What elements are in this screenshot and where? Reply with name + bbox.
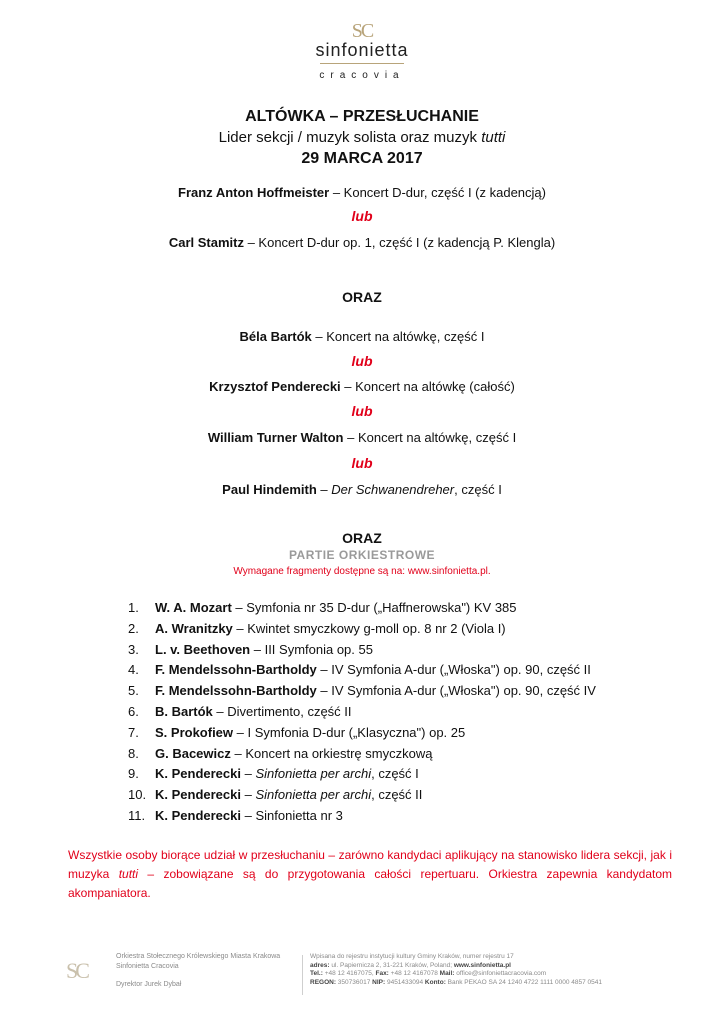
list-item: [128, 619, 596, 640]
item-number: 6.: [128, 703, 139, 719]
list-item: [128, 806, 596, 827]
label: NIP:: [372, 978, 386, 986]
composer: W. A. Mozart: [155, 600, 232, 615]
label: Mail:: [439, 970, 455, 978]
work: – Kwintet smyczkowy g-moll op. 8 nr 2 (Viola I): [232, 620, 506, 636]
work: – Koncert na altówkę, część I: [343, 430, 517, 445]
work-title: Sinfonietta per archi: [255, 766, 372, 782]
label: Tel.:: [310, 970, 323, 978]
note-italic: tutti: [118, 867, 139, 881]
work: – Koncert na orkiestrę smyczkową: [230, 745, 433, 761]
orchestral-list: [128, 598, 596, 827]
item-number: 10.: [128, 787, 147, 803]
work: – I Symfonia D-dur („Klasyczna") op. 25: [233, 724, 466, 740]
item-number: 8.: [128, 745, 139, 761]
page-title: ALTÓWKA – PRZESŁUCHANIE: [245, 108, 479, 125]
composer: F. Mendelssohn-Bartholdy: [155, 683, 317, 699]
work: – Koncert D-dur, część I (z kadencją): [329, 185, 546, 200]
composer: Béla Bartók: [239, 329, 312, 344]
composer: K. Penderecki: [155, 766, 241, 782]
email-link[interactable]: office@sinfoniettacracovia.com: [454, 970, 547, 978]
footer-divider: [302, 955, 303, 995]
phone-line: [310, 970, 602, 979]
round1-piece-2: [0, 235, 724, 250]
item-number: 5.: [128, 683, 139, 699]
list-item: [128, 785, 596, 806]
label: Konto:: [424, 978, 446, 986]
bank-account: Bank PEKAO SA 24 1240 4722 1111 0000 4857 0541: [445, 978, 602, 986]
item-number: 11.: [128, 807, 146, 823]
composer: K. Penderecki: [155, 787, 241, 803]
list-item: [128, 660, 596, 681]
work: –: [241, 787, 256, 803]
list-item: [128, 702, 596, 723]
composer: Carl Stamitz: [168, 235, 244, 250]
composer: S. Prokofiew: [155, 724, 234, 740]
work-title: Der Schwanendreher: [331, 482, 455, 497]
list-item: [128, 640, 596, 661]
or-separator: lub: [351, 353, 373, 369]
item-number: 4.: [128, 662, 139, 678]
label: Fax:: [375, 970, 389, 978]
work: – Divertimento, część II: [212, 703, 352, 719]
label: REGON:: [310, 978, 336, 986]
footer-logo: SC: [66, 958, 87, 983]
work: – IV Symfonia A-dur („Włoska") op. 90, część II: [316, 662, 591, 678]
round1-piece-1: [0, 185, 724, 200]
address-line: [310, 962, 602, 971]
logo-name: sinfonietta: [315, 40, 409, 60]
composer: William Turner Walton: [207, 430, 344, 445]
or-separator: lub: [351, 455, 373, 471]
composer: Paul Hindemith: [222, 482, 317, 497]
orchestral-heading: PARTIE ORKIESTROWE: [288, 548, 436, 562]
work-suffix: , część I: [371, 766, 419, 782]
org-short-name: Sinfonietta Cracovia: [116, 962, 179, 970]
logo-subtitle: cracovia: [319, 70, 405, 81]
website-link[interactable]: www.sinfonietta.pl: [453, 961, 511, 969]
composer: B. Bartók: [155, 703, 213, 719]
note-text: Wszystkie osoby biorące udział w przesłuchaniu – zarówno kandydaci aplikujący na stanowisko lidera sekcji, jak i muzyka: [68, 848, 672, 881]
fax: +48 12 4167078: [388, 970, 440, 978]
work-suffix: , część I: [454, 482, 502, 497]
closing-note: [68, 846, 672, 903]
note-text-end: – zobowiązane są do przygotowania całości repertuaru. Orkiestra zapewnia kandydatom akompaniatora.: [68, 867, 672, 900]
list-item: [128, 598, 596, 619]
org-name: Orkiestra Stołecznego Królewskiego Miasta Krakowa: [116, 953, 281, 960]
list-item: [128, 681, 596, 702]
registry: Wpisana do rejestru instytucji kultury Gminy Kraków, numer rejestru 17: [310, 953, 514, 960]
composer: G. Bacewicz: [155, 745, 231, 761]
work: –: [241, 766, 256, 782]
item-number: 7.: [128, 724, 139, 740]
audition-date: 29 MARCA 2017: [301, 150, 423, 167]
and-heading: ORAZ: [342, 530, 382, 546]
logo-mark: SC: [351, 20, 373, 42]
subtitle-italic: tutti: [481, 129, 506, 146]
or-separator: lub: [351, 403, 373, 419]
logo-divider: [320, 63, 404, 64]
work-suffix: , część II: [371, 787, 423, 803]
nip: 9451433094: [385, 978, 425, 986]
director: Dyrektor Jurek Dybał: [116, 981, 182, 988]
and-heading: ORAZ: [342, 289, 382, 305]
item-number: 2.: [128, 620, 139, 636]
composer: K. Penderecki: [155, 807, 241, 823]
work: – III Symfonia op. 55: [250, 641, 373, 657]
or-separator: lub: [351, 208, 373, 224]
composer: L. v. Beethoven: [155, 641, 251, 657]
label: adres:: [310, 961, 330, 969]
composer: A. Wranitzky: [155, 620, 233, 636]
work: – Sinfonietta nr 3: [241, 807, 343, 823]
regon: 350736017: [336, 978, 373, 986]
work: –: [316, 482, 332, 497]
phone: +48 12 4167075,: [322, 970, 376, 978]
page-subtitle: [0, 129, 724, 146]
round2-piece-1: [0, 329, 724, 344]
work: – Koncert na altówkę (całość): [340, 379, 515, 394]
round2-piece-3: [0, 430, 724, 445]
ids-line: [310, 979, 602, 988]
work-title: Sinfonietta per archi: [255, 787, 372, 803]
round2-piece-2: [0, 379, 724, 394]
composer: F. Mendelssohn-Bartholdy: [155, 662, 317, 678]
list-item: [128, 744, 596, 765]
subtitle-text: Lider sekcji / muzyk solista oraz muzyk: [218, 129, 482, 146]
composer: Franz Anton Hoffmeister: [178, 185, 330, 200]
composer: Krzysztof Penderecki: [209, 379, 341, 394]
work: – IV Symfonia A-dur („Włoska") op. 90, część IV: [316, 683, 596, 699]
footer-contact: [310, 953, 602, 987]
work: – Koncert na altówkę, część I: [311, 329, 485, 344]
round2-piece-4: [0, 482, 724, 497]
item-number: 3.: [128, 641, 139, 657]
list-item: [128, 764, 596, 785]
work: – Koncert D-dur op. 1, część I (z kadencją P. Klengla): [243, 235, 556, 250]
list-item: [128, 723, 596, 744]
item-number: 1.: [128, 600, 139, 615]
item-number: 9.: [128, 766, 139, 782]
footer-org: [116, 952, 280, 990]
address: ul. Papiernicza 2, 31-221 Kraków, Poland;: [329, 961, 454, 969]
orchestral-note: Wymagane fragmenty dostępne są na: www.sinfonietta.pl.: [233, 566, 491, 577]
work: – Symfonia nr 35 D-dur („Haffnerowska") KV 385: [231, 600, 517, 615]
